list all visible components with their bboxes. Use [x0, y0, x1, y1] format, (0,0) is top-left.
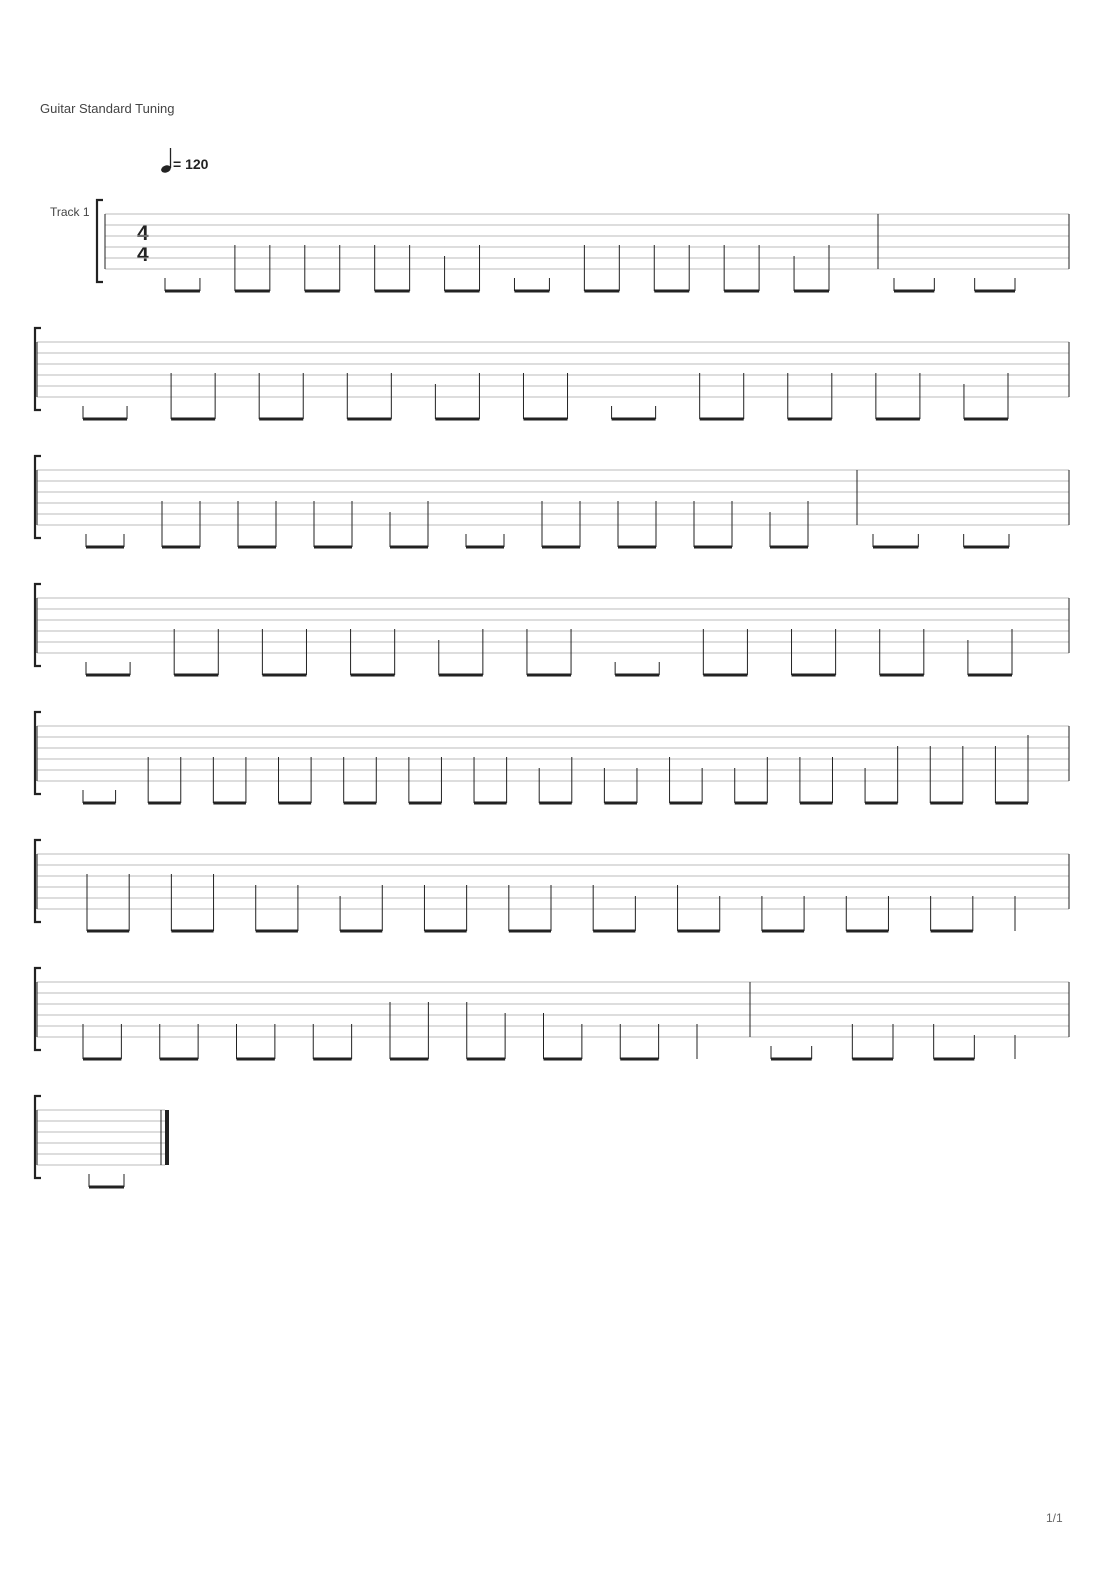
- time-signature-top: 4: [137, 222, 149, 245]
- system-bracket: [35, 456, 41, 538]
- system-bracket: [97, 200, 103, 282]
- system-bracket: [35, 840, 41, 922]
- system-bracket: [35, 712, 41, 794]
- system-bracket: [35, 328, 41, 410]
- system-bracket: [35, 584, 41, 666]
- tempo-value: = 120: [173, 156, 209, 172]
- time-signature-bottom: 4: [137, 243, 149, 266]
- tuning-label: Guitar Standard Tuning: [40, 101, 175, 116]
- track-name: Track 1: [50, 205, 90, 219]
- system-bracket: [35, 968, 41, 1050]
- page-number: 1/1: [1046, 1511, 1063, 1525]
- system-bracket: [35, 1096, 41, 1178]
